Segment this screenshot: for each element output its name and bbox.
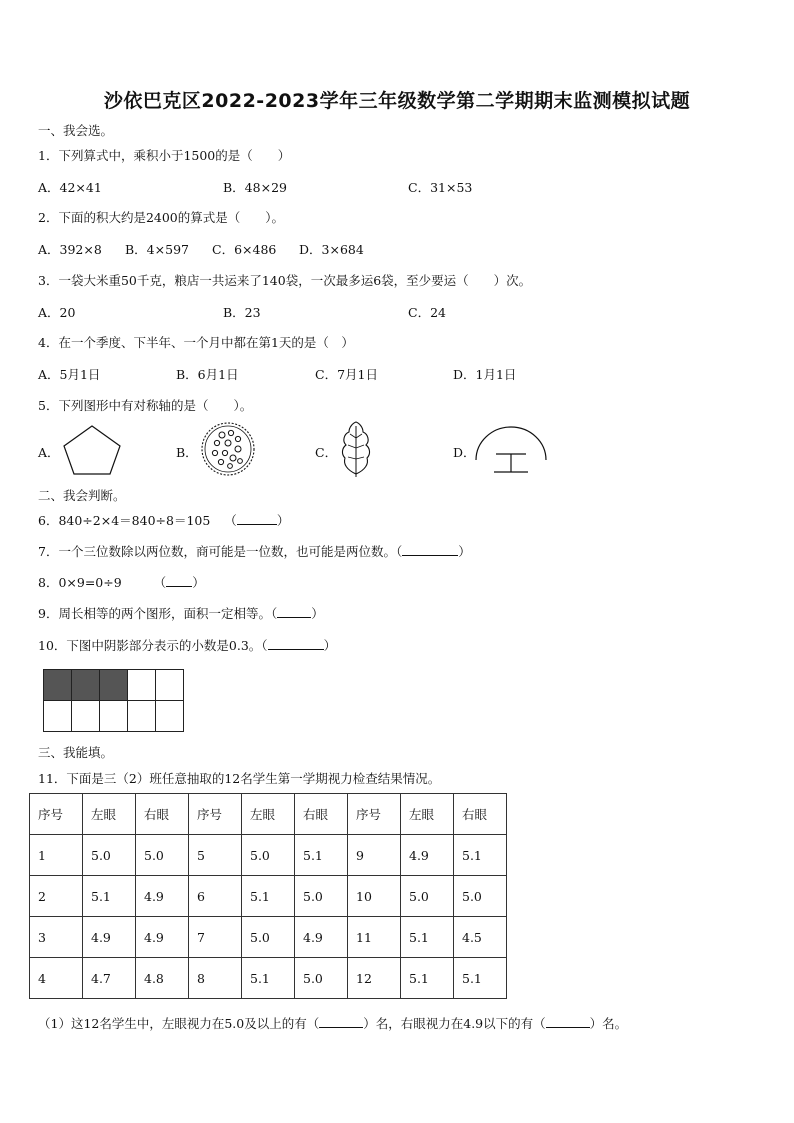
question-10: [38, 636, 336, 654]
arch-figure: [474, 424, 548, 476]
table-cell: 6: [189, 876, 242, 917]
q5-option-b: B．: [176, 445, 198, 460]
q2-option-d: D．3×684: [299, 242, 364, 257]
table-cell: 4.9: [295, 917, 348, 958]
q7-paren-close: ）: [458, 544, 471, 559]
grid-cell: [128, 670, 156, 701]
vision-results-table: [29, 793, 507, 999]
table-cell: 5.1: [242, 958, 295, 999]
sub1-left-eye-blank[interactable]: [319, 1015, 363, 1028]
q3-option-a: A．20: [38, 305, 76, 320]
table-cell: 4.9: [136, 917, 189, 958]
q3-option-b: B．23: [223, 305, 261, 320]
question-4: 4．在一个季度、下半年、一个月中都在第1天的是（ ）: [38, 335, 354, 350]
table-cell: 5.0: [136, 835, 189, 876]
table-cell: 4.7: [83, 958, 136, 999]
question-3: 3．一袋大米重50千克，粮店一共运来了140袋，一次最多运6袋，至少要运（ ）次。: [38, 273, 532, 288]
table-cell: 7: [189, 917, 242, 958]
q5-option-c: C．: [315, 445, 338, 460]
section-heading-judge: 二、我会判断。: [38, 488, 126, 503]
table-header-cell: 左眼: [83, 794, 136, 835]
table-row: [30, 917, 507, 958]
table-cell: 5.0: [401, 876, 454, 917]
table-header-cell: 右眼: [454, 794, 507, 835]
question-8-text: 8．0×9=0÷9: [38, 575, 122, 590]
table-cell: 3: [30, 917, 83, 958]
question-9: [38, 604, 324, 622]
table-row: [30, 876, 507, 917]
q1-option-a: A．42×41: [38, 180, 102, 195]
q10-paren-open: （: [261, 638, 268, 653]
table-row: [30, 835, 507, 876]
leaf-figure: [339, 420, 373, 478]
q8-paren-open: （: [153, 575, 167, 590]
table-cell: 4.8: [136, 958, 189, 999]
q1-option-b: B．48×29: [223, 180, 287, 195]
sub1-text-a: （1）这12名学生中，左眼视力在5.0及以上的有（: [38, 1016, 320, 1031]
question-7: [38, 542, 471, 560]
grid-cell-shaded: [72, 670, 100, 701]
question-6-text: 6．840÷2×4＝840÷8＝105: [38, 513, 211, 528]
table-cell: 9: [348, 835, 401, 876]
sub1-text-b: ）名，右眼视力在4.9以下的有（: [363, 1016, 546, 1031]
table-cell: 5.1: [401, 958, 454, 999]
table-cell: 11: [348, 917, 401, 958]
table-cell: 5.1: [454, 958, 507, 999]
question-2: 2．下面的积大约是2400的算式是（ ）。: [38, 210, 285, 225]
q2-option-b: B．4×597: [125, 242, 189, 257]
table-cell: 5.0: [295, 958, 348, 999]
grid-cell-shaded: [100, 670, 128, 701]
table-cell: 5.0: [454, 876, 507, 917]
table-cell: 5.1: [454, 835, 507, 876]
question-10-text: 10．下图中阴影部分表示的小数是0.3。: [38, 638, 262, 653]
table-header-cell: 左眼: [401, 794, 454, 835]
q9-answer-blank[interactable]: [277, 605, 311, 618]
q7-answer-blank[interactable]: [402, 543, 458, 556]
q5-option-a: A．: [38, 445, 60, 460]
q3-option-c: C．24: [408, 305, 446, 320]
table-cell: 5.0: [242, 917, 295, 958]
table-cell: 5.1: [242, 876, 295, 917]
q4-option-b: B．6月1日: [176, 367, 239, 382]
question-11-sub-1: [38, 1014, 627, 1032]
question-11: 11．下面是三（2）班任意抽取的12名学生第一学期视力检查结果情况。: [38, 771, 441, 786]
q9-paren-open: （: [270, 606, 278, 621]
table-cell: 10: [348, 876, 401, 917]
grid-cell: [100, 701, 128, 732]
question-9-text: 9．周长相等的两个图形，面积一定相等。: [38, 606, 271, 621]
q5-option-d: D．: [453, 445, 476, 460]
table-cell: 5.0: [295, 876, 348, 917]
table-header-row: [30, 794, 507, 835]
question-1: 1．下列算式中，乘积小于1500的是（ ）: [38, 148, 291, 163]
table-cell: 4: [30, 958, 83, 999]
sub1-text-c: ）名。: [589, 1016, 628, 1031]
question-7-text: 7．一个三位数除以两位数，商可能是一位数，也可能是两位数。: [38, 544, 396, 559]
q9-paren-close: ）: [311, 606, 324, 621]
section-heading-choose: 一、我会选。: [38, 123, 114, 138]
table-cell: 12: [348, 958, 401, 999]
table-cell: 5.1: [401, 917, 454, 958]
table-cell: 5.0: [242, 835, 295, 876]
table-cell: 8: [189, 958, 242, 999]
q6-paren-close: ）: [276, 513, 290, 528]
table-row: [30, 958, 507, 999]
question-6: [38, 511, 289, 529]
table-cell: 4.9: [401, 835, 454, 876]
table-cell: 5.1: [83, 876, 136, 917]
pentagon-figure: [62, 424, 124, 476]
table-cell: 4.9: [136, 876, 189, 917]
table-header-cell: 右眼: [136, 794, 189, 835]
table-cell: 5.1: [295, 835, 348, 876]
table-cell: 5: [189, 835, 242, 876]
q10-answer-blank[interactable]: [268, 637, 324, 650]
table-header-cell: 右眼: [295, 794, 348, 835]
table-header-cell: 序号: [348, 794, 401, 835]
q4-option-c: C．7月1日: [315, 367, 378, 382]
q10-paren-close: ）: [323, 638, 337, 653]
q7-paren-open: （: [395, 544, 403, 559]
decimal-shaded-grid: [43, 669, 184, 732]
q8-paren-close: ）: [192, 575, 205, 590]
table-cell: 1: [30, 835, 83, 876]
grid-cell-shaded: [44, 670, 72, 701]
q4-option-d: D．1月1日: [453, 367, 517, 382]
table-header-cell: 左眼: [242, 794, 295, 835]
question-5: 5．下列图形中有对称轴的是（ ）。: [38, 398, 253, 413]
q4-option-a: A．5月1日: [38, 367, 101, 382]
table-cell: 5.0: [83, 835, 136, 876]
cookie-figure: [200, 421, 256, 477]
q8-answer-blank[interactable]: [166, 574, 192, 587]
q6-answer-blank[interactable]: [237, 512, 277, 525]
table-cell: 2: [30, 876, 83, 917]
section-heading-fill: 三、我能填。: [38, 745, 114, 760]
table-header-cell: 序号: [30, 794, 83, 835]
sub1-right-eye-blank[interactable]: [546, 1015, 590, 1028]
grid-cell: [72, 701, 100, 732]
q2-option-a: A．392×8: [38, 242, 102, 257]
question-8: [38, 573, 205, 591]
q2-option-c: C．6×486: [212, 242, 277, 257]
grid-cell: [156, 670, 184, 701]
table-cell: 4.5: [454, 917, 507, 958]
grid-cell: [128, 701, 156, 732]
grid-cell: [44, 701, 72, 732]
q6-paren-open: （: [224, 513, 237, 528]
grid-cell: [156, 701, 184, 732]
table-cell: 4.9: [83, 917, 136, 958]
q1-option-c: C．31×53: [408, 180, 473, 195]
page-title: 沙依巴克区2022-2023学年三年级数学第二学期期末监测模拟试题: [103, 90, 691, 112]
table-header-cell: 序号: [189, 794, 242, 835]
